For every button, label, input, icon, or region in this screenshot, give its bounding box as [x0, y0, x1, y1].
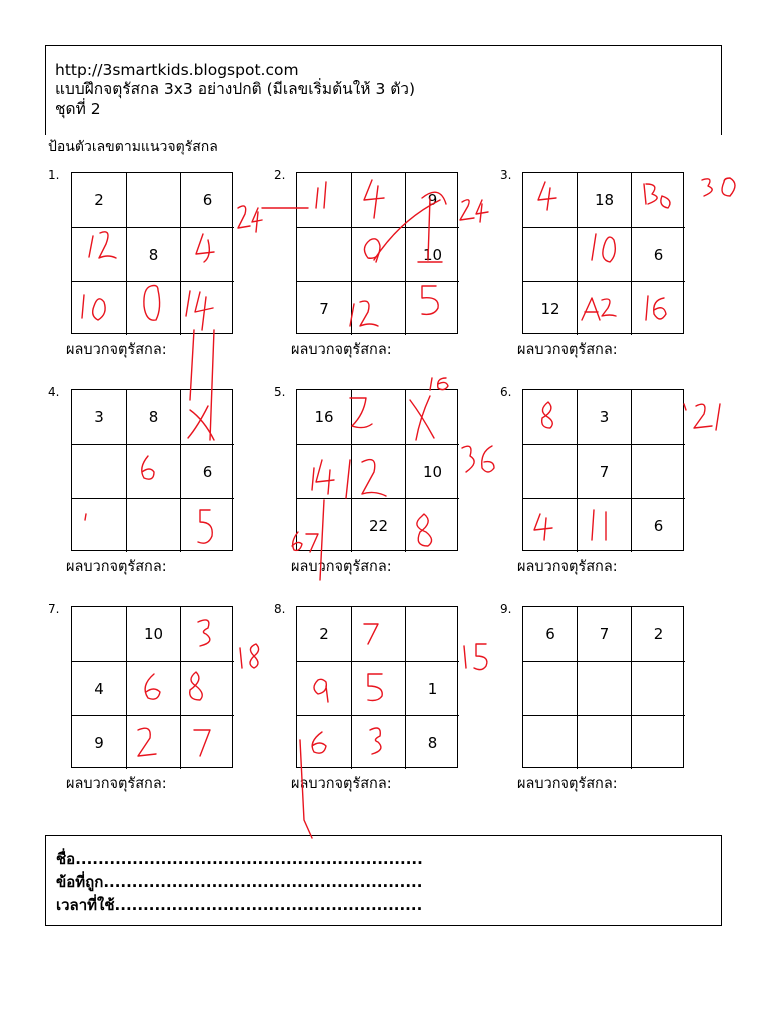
time-used-field[interactable]: เวลาที่ใช้...................................................... [56, 896, 423, 914]
given-number-cell: 3 [577, 390, 631, 444]
empty-cell[interactable] [297, 227, 351, 281]
handwritten-24 [238, 206, 262, 232]
given-number-cell: 9 [72, 715, 126, 769]
empty-cell[interactable] [126, 661, 180, 715]
empty-cell[interactable] [351, 227, 405, 281]
magic-sum-label: ผลบวกจตุรัสกล: [291, 342, 392, 358]
empty-cell[interactable] [577, 281, 631, 335]
empty-cell[interactable] [180, 498, 234, 552]
puzzle-number: 9. [500, 602, 512, 616]
handwritten-21 [684, 404, 720, 430]
empty-cell[interactable] [631, 281, 685, 335]
empty-cell[interactable] [72, 444, 126, 498]
handwritten-18 [240, 644, 259, 668]
empty-cell[interactable] [180, 607, 234, 661]
empty-cell[interactable] [577, 227, 631, 281]
magic-square-grid [71, 389, 233, 551]
empty-cell[interactable] [351, 281, 405, 335]
empty-cell[interactable] [523, 444, 577, 498]
empty-cell[interactable] [523, 390, 577, 444]
empty-cell[interactable] [631, 173, 685, 227]
empty-cell[interactable] [126, 281, 180, 335]
empty-cell[interactable] [405, 607, 459, 661]
puzzle-number: 4. [48, 385, 60, 399]
given-number-cell: 1 [405, 661, 459, 715]
magic-sum-label: ผลบวกจตุรัสกล: [66, 342, 167, 358]
empty-cell[interactable] [126, 715, 180, 769]
puzzle-number: 7. [48, 602, 60, 616]
given-number-cell: 6 [631, 227, 685, 281]
given-number-cell: 8 [126, 227, 180, 281]
empty-cell[interactable] [523, 173, 577, 227]
magic-square-grid [71, 172, 233, 334]
empty-cell[interactable] [351, 390, 405, 444]
magic-sum-label: ผลบวกจตุรัสกล: [517, 559, 618, 575]
given-number-cell: 6 [180, 173, 234, 227]
given-number-cell: 2 [631, 607, 685, 661]
empty-cell[interactable] [577, 661, 631, 715]
magic-square-grid [296, 606, 458, 768]
magic-sum-label: ผลบวกจตุรัสกล: [291, 776, 392, 792]
empty-cell[interactable] [351, 173, 405, 227]
magic-square-grid [522, 606, 684, 768]
given-number-cell: 3 [94, 408, 104, 426]
empty-cell[interactable] [631, 715, 685, 769]
magic-square-grid [296, 389, 458, 551]
worksheet-title: แบบฝึกจตุรัสกล 3x3 อย่างปกติ (มีเลขเริ่มต้นให้ 3 ตัว) [55, 80, 416, 98]
empty-cell[interactable] [297, 173, 351, 227]
puzzle-number: 6. [500, 385, 512, 399]
given-number-cell: 6 [180, 444, 234, 498]
empty-cell[interactable] [631, 444, 685, 498]
given-number-cell: 6 [631, 498, 685, 552]
puzzle-number: 8. [274, 602, 286, 616]
given-number-cell: 7 [297, 281, 351, 335]
empty-cell[interactable] [297, 498, 351, 552]
empty-cell[interactable] [577, 498, 631, 552]
worksheet-set-label: ชุดที่ 2 [55, 100, 101, 118]
given-number-cell: 4 [72, 661, 126, 715]
instruction-text: ป้อนตัวเลขตามแนวจตุรัสกล [48, 139, 218, 155]
given-number-cell: 8 [126, 390, 180, 444]
magic-sum-label: ผลบวกจตุรัสกล: [66, 559, 167, 575]
handwritten-36 [462, 446, 494, 472]
empty-cell[interactable] [523, 498, 577, 552]
empty-cell[interactable] [180, 661, 234, 715]
header-box [45, 45, 722, 135]
given-number-cell: 10 [126, 607, 180, 661]
given-number-cell: 2 [94, 191, 104, 209]
empty-cell[interactable] [631, 390, 685, 444]
empty-cell[interactable] [297, 661, 351, 715]
empty-cell[interactable] [523, 661, 577, 715]
empty-cell[interactable] [72, 227, 126, 281]
empty-cell[interactable] [405, 498, 459, 552]
puzzle-number: 3. [500, 168, 512, 182]
given-number-cell: 6 [545, 625, 555, 643]
empty-cell[interactable] [72, 498, 126, 552]
magic-sum-label: ผลบวกจตุรัสกล: [291, 559, 392, 575]
empty-cell[interactable] [577, 715, 631, 769]
puzzle-number: 5. [274, 385, 286, 399]
puzzle-number: 2. [274, 168, 286, 182]
puzzle-number: 1. [48, 168, 60, 182]
given-number-cell: 9 [405, 173, 459, 227]
given-number-cell: 16 [314, 408, 334, 426]
given-number-cell: 12 [523, 281, 577, 335]
handwritten-30 [702, 178, 735, 196]
empty-cell[interactable] [297, 444, 351, 498]
given-number-cell: 10 [405, 227, 459, 281]
empty-cell[interactable] [405, 281, 459, 335]
given-number-cell: 8 [405, 715, 459, 769]
empty-cell[interactable] [351, 607, 405, 661]
name-field[interactable]: ชื่อ............................................................. [56, 850, 423, 868]
magic-square-grid [522, 389, 684, 551]
empty-cell[interactable] [631, 661, 685, 715]
empty-cell[interactable] [405, 390, 459, 444]
empty-cell[interactable] [180, 715, 234, 769]
magic-square-grid [71, 606, 233, 768]
empty-cell[interactable] [180, 281, 234, 335]
empty-cell[interactable] [297, 715, 351, 769]
empty-cell[interactable] [126, 498, 180, 552]
given-number-cell: 22 [351, 498, 405, 552]
empty-cell[interactable] [72, 281, 126, 335]
correct-count-field[interactable]: ข้อที่ถูก........................................................ [56, 873, 423, 891]
given-number-cell: 18 [577, 173, 631, 227]
footer-box [45, 835, 722, 926]
empty-cell[interactable] [351, 715, 405, 769]
given-number-cell: 10 [405, 444, 459, 498]
given-number-cell: 7 [577, 444, 631, 498]
magic-sum-label: ผลบวกจตุรัสกล: [66, 776, 167, 792]
given-number-cell: 2 [319, 625, 329, 643]
empty-cell[interactable] [180, 390, 234, 444]
magic-square-grid [296, 172, 458, 334]
empty-cell[interactable] [126, 444, 180, 498]
empty-cell[interactable] [126, 173, 180, 227]
magic-square-grid [522, 172, 684, 334]
handwritten-15 [464, 644, 487, 670]
magic-sum-label: ผลบวกจตุรัสกล: [517, 776, 618, 792]
header-url[interactable]: http://3smartkids.blogspot.com [55, 61, 299, 79]
empty-cell[interactable] [523, 227, 577, 281]
handwritten-24b [460, 200, 488, 222]
empty-cell[interactable] [523, 715, 577, 769]
empty-cell[interactable] [351, 444, 405, 498]
empty-cell[interactable] [180, 227, 234, 281]
empty-cell[interactable] [351, 661, 405, 715]
magic-sum-label: ผลบวกจตุรัสกล: [517, 342, 618, 358]
given-number-cell: 7 [577, 607, 631, 661]
empty-cell[interactable] [72, 607, 126, 661]
